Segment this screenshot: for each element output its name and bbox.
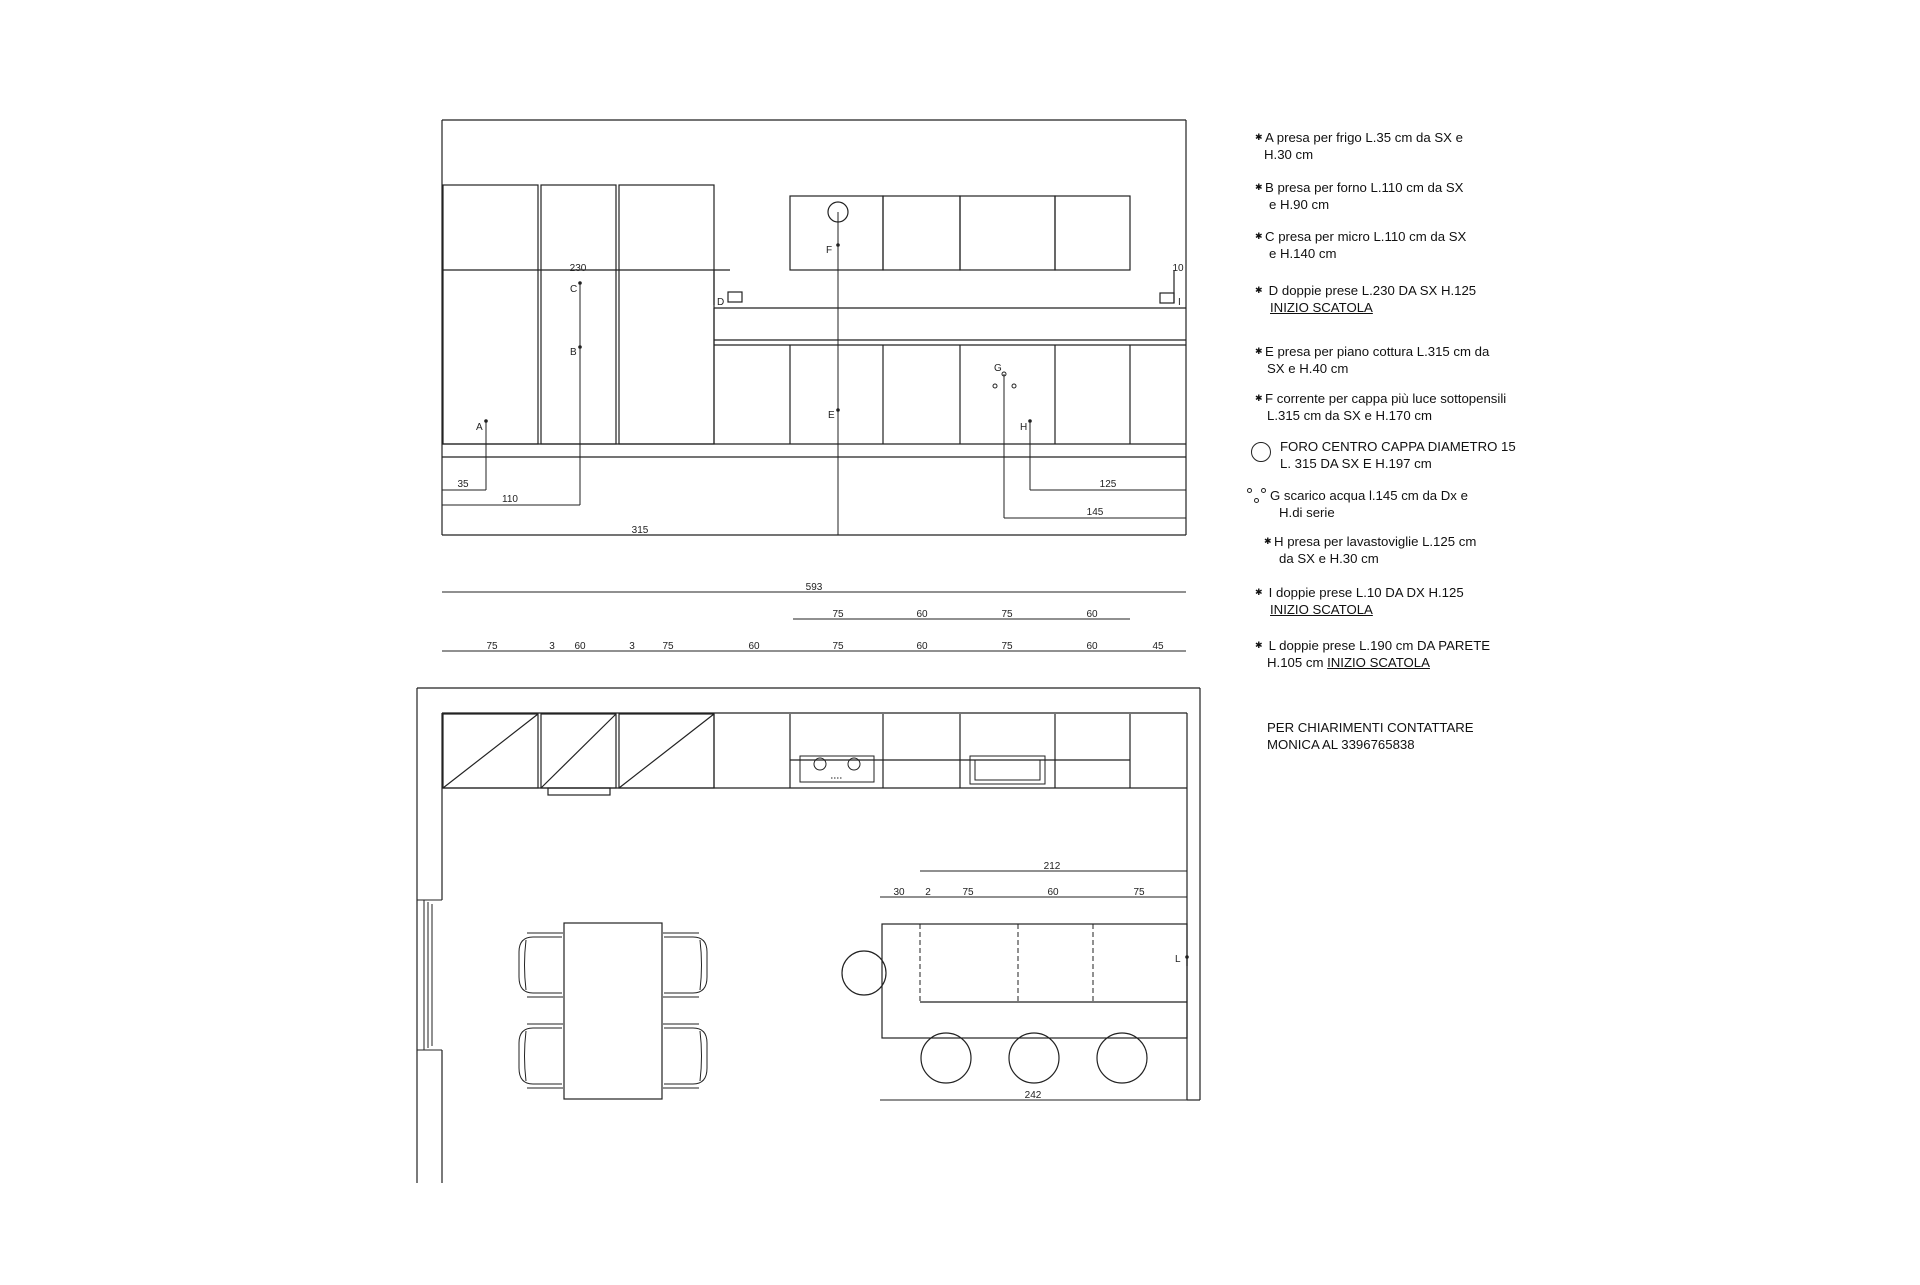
label-I: I <box>1178 297 1181 308</box>
note-line: H.105 cm <box>1267 654 1324 670</box>
note-A <box>1255 130 1585 163</box>
note-line: H presa per lavastoviglie L.125 cm <box>1274 534 1477 549</box>
dim-base-6: 60 <box>748 641 760 652</box>
dim-230: 230 <box>569 263 587 274</box>
dim-242: 242 <box>1024 1090 1042 1101</box>
dim-315: 315 <box>631 525 649 536</box>
note-line: L.315 cm da SX e H.170 cm <box>1267 407 1432 423</box>
dim-110: 110 <box>502 494 518 505</box>
note-foro <box>1255 439 1585 472</box>
floor-plan <box>417 688 1200 1183</box>
wall-unit-2 <box>883 196 960 270</box>
note-line: da SX e H.30 cm <box>1279 550 1379 566</box>
note-line: E presa per piano cottura L.315 cm da <box>1265 344 1490 359</box>
dim-145: 145 <box>1086 507 1104 518</box>
label-F: F <box>826 245 833 256</box>
circle-icon <box>1251 442 1271 462</box>
note-line: H.30 cm <box>1264 146 1314 162</box>
asterisk-icon: ✱ <box>1255 346 1263 356</box>
note-line: FORO CENTRO CAPPA DIAMETRO 15 <box>1280 439 1516 454</box>
note-D <box>1255 283 1585 316</box>
note-line: L doppie prese L.190 cm DA PARETE <box>1268 638 1491 653</box>
dim-upper-3: 75 <box>1001 609 1013 620</box>
dim-base-3: 60 <box>574 641 586 652</box>
stool-1 <box>921 1033 971 1083</box>
asterisk-icon: ✱ <box>1264 536 1272 546</box>
dim-upper-2: 60 <box>916 609 928 620</box>
wall-unit-1 <box>790 196 883 270</box>
tall-unit-1 <box>443 185 538 444</box>
dim-base-5: 75 <box>662 641 674 652</box>
label-H: H <box>1020 422 1028 433</box>
dim-base-4: 3 <box>629 641 635 652</box>
dim-125: 125 <box>1099 479 1117 490</box>
asterisk-icon: ✱ <box>1255 587 1263 597</box>
note-line: D doppie prese L.230 DA SX H.125 <box>1268 283 1477 298</box>
note-line: C presa per micro L.110 cm da SX <box>1265 229 1467 244</box>
dim-593: 593 <box>805 582 823 593</box>
label-C: C <box>570 284 578 295</box>
island <box>882 924 1189 1038</box>
note-underline: INIZIO SCATOLA <box>1270 601 1373 617</box>
dim-base-1: 75 <box>486 641 498 652</box>
label-B: B <box>570 347 577 358</box>
note-F <box>1255 391 1585 424</box>
dim-island-2: 2 <box>925 887 931 898</box>
note-line: e H.140 cm <box>1269 245 1337 261</box>
dim-base-8: 60 <box>916 641 928 652</box>
label-D: D <box>717 297 725 308</box>
dim-upper-1: 75 <box>832 609 844 620</box>
dim-base-7: 75 <box>832 641 844 652</box>
stool-left <box>842 951 886 995</box>
dim-island-75b: 75 <box>1133 887 1145 898</box>
dim-base-9: 75 <box>1001 641 1013 652</box>
dim-35: 35 <box>457 479 469 490</box>
dim-island-60: 60 <box>1047 887 1059 898</box>
note-line: G scarico acqua l.145 cm da Dx e <box>1270 488 1468 503</box>
note-B <box>1255 180 1585 213</box>
dim-island-75a: 75 <box>962 887 974 898</box>
elevation-view <box>442 120 1186 536</box>
note-underline: INIZIO SCATOLA <box>1327 654 1430 670</box>
note-line: H.di serie <box>1279 504 1335 520</box>
contact-note <box>1267 720 1474 753</box>
contact-line-1: PER CHIARIMENTI CONTATTARE <box>1267 720 1474 735</box>
door-icon <box>417 900 442 1050</box>
label-G: G <box>994 363 1002 374</box>
chair <box>663 933 707 997</box>
sink-icon <box>970 756 1045 784</box>
label-E: E <box>828 410 835 421</box>
dim-base-10: 60 <box>1086 641 1098 652</box>
note-line: L. 315 DA SX E H.197 cm <box>1280 455 1432 471</box>
stool-2 <box>1009 1033 1059 1083</box>
stool-3 <box>1097 1033 1147 1083</box>
note-line: B presa per forno L.110 cm da SX <box>1265 180 1464 195</box>
dim-island-30: 30 <box>893 887 905 898</box>
wall-unit-3 <box>960 196 1055 270</box>
dim-upper-4: 60 <box>1086 609 1098 620</box>
note-line: e H.90 cm <box>1269 196 1330 212</box>
note-line: SX e H.40 cm <box>1267 360 1349 376</box>
dining-table <box>564 923 662 1099</box>
dim-10: 10 <box>1172 263 1184 274</box>
note-H <box>1255 534 1585 567</box>
dim-212: 212 <box>1043 861 1061 872</box>
chair <box>519 1024 563 1088</box>
chair <box>663 1024 707 1088</box>
note-G <box>1255 488 1585 521</box>
label-A: A <box>476 422 483 433</box>
note-E <box>1255 344 1585 377</box>
note-underline: INIZIO SCATOLA <box>1270 299 1373 315</box>
note-I <box>1255 585 1585 618</box>
wall-unit-4 <box>1055 196 1130 270</box>
width-dimension-rows <box>442 582 1186 652</box>
asterisk-icon: ✱ <box>1255 285 1263 295</box>
note-line: F corrente per cappa più luce sottopensili <box>1265 391 1507 406</box>
asterisk-icon: ✱ <box>1255 231 1263 241</box>
dim-base-11: 45 <box>1152 641 1164 652</box>
asterisk-icon: ✱ <box>1255 640 1263 650</box>
asterisk-icon: ✱ <box>1255 393 1263 403</box>
note-line: A presa per frigo L.35 cm da SX e <box>1265 130 1463 145</box>
note-L <box>1255 638 1585 671</box>
note-line: I doppie prese L.10 DA DX H.125 <box>1268 585 1464 600</box>
note-C <box>1255 229 1585 262</box>
chair <box>519 933 563 997</box>
tall-unit-2 <box>541 185 616 444</box>
tall-unit-3 <box>619 185 714 444</box>
contact-line-2: MONICA AL 3396765838 <box>1267 736 1415 752</box>
asterisk-icon: ✱ <box>1255 182 1263 192</box>
label-L: L <box>1175 954 1181 965</box>
dim-base-2: 3 <box>549 641 555 652</box>
asterisk-icon: ✱ <box>1255 132 1263 142</box>
drain-icon <box>1247 486 1269 508</box>
